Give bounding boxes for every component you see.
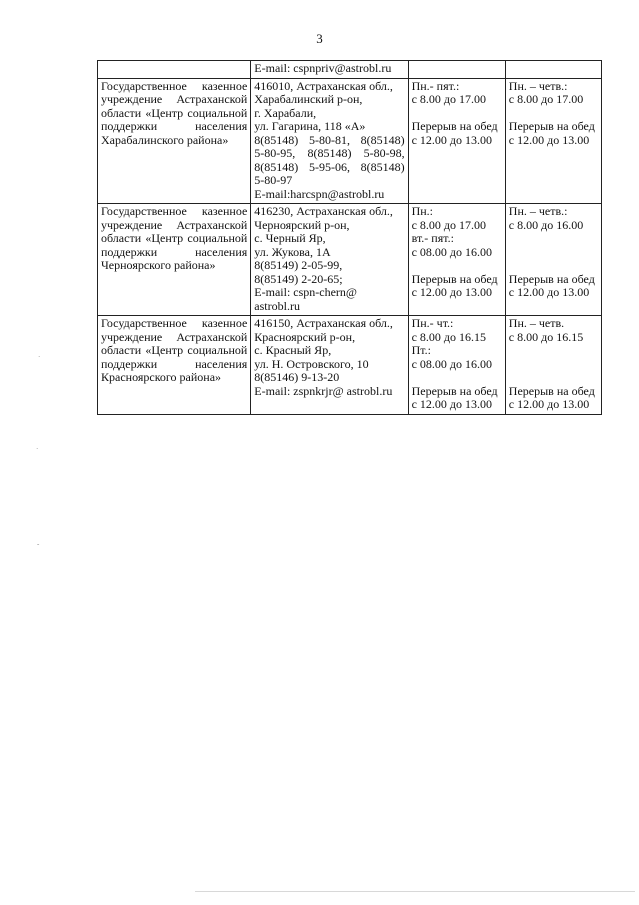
address-line: с. Черный Яр, [254,231,326,245]
pre-holiday-hours-line: с 12.00 до 13.00 [508,132,590,147]
institution-name-cell [98,78,251,204]
address-line: с. Красный Яр, [254,343,332,357]
pre-holiday-hours-cell [505,78,601,204]
address-line: 5-80-97 [254,173,293,187]
weekday-hours-line: с 12.00 до 13.00 [411,285,493,299]
table-cell [251,61,408,79]
weekday-hours-cell [408,204,505,316]
address-line: E-mail: cspn-chern@ [254,285,357,299]
table-row [98,204,602,316]
weekday-hours-line: Пн.: [411,204,434,218]
weekday-hours-line: с 12.00 до 13.00 [411,397,493,411]
address-cell [251,204,408,316]
weekday-hours-line: Пт.: [411,343,431,357]
address-line: 5-80-95, 8(85148) 5-80-98, [254,146,405,160]
blank-line [509,371,598,385]
table-row [98,61,602,79]
pre-holiday-hours-line: с 8.00 до 16.00 [508,217,584,232]
address-line: ул. Н. Островского, 10 [254,356,369,371]
address-line: 8(85149) 2-05-99, [254,258,343,272]
institution-name-cell [98,204,251,316]
blank-line [509,358,598,372]
weekday-hours-line: Пн.- чт.: [411,316,454,330]
address-line: E-mail: zspnkrjr@ astrobl.ru [254,383,393,398]
weekday-hours-line: Перерыв на обед [411,119,498,133]
institution-name: Государственное казенное учреждение Астраханской области «Центр социальной поддержки населения Красноярского района» [101,316,248,384]
page-edge-line [195,891,635,892]
blank-line [412,371,502,385]
weekday-hours-line: с 08.00 до 16.00 [411,244,493,259]
email-text: E-mail: cspnpriv@astrobl.ru [254,61,392,75]
blank-line [509,344,598,358]
institution-name: Государственное казенное учреждение Астраханской области «Центр социальной поддержки населения Харабалинского района» [101,78,248,147]
table-row [98,78,602,204]
pre-holiday-hours-line: Пн. – четв.: [508,78,568,93]
address-line: astrobl.ru [254,298,300,313]
scan-speck: · [36,445,39,453]
address-cell [251,78,408,204]
pre-holiday-hours-line: Пн. – четв. [508,316,565,330]
weekday-hours-line: вт.- пят.: [411,231,454,245]
address-line: E-mail:harcspn@astrobl.ru [254,186,385,201]
address-line: Красноярский р-он, [254,329,356,344]
blank-line [412,259,502,273]
institution-name-cell [98,316,251,415]
weekday-hours-line: с 8.00 до 17.00 [411,92,487,106]
address-line: Черноярский р-он, [254,217,350,232]
weekday-hours-line: с 8.00 до 16.15 [411,329,487,344]
pre-holiday-hours-cell [505,204,601,316]
page-number: 3 [316,31,323,46]
address-line: 416010, Астраханская обл., [254,78,393,93]
pre-holiday-hours-line: с 8.00 до 17.00 [508,92,584,106]
weekday-hours-line: Перерыв на обед [411,383,498,398]
address-line: г. Харабали, [254,105,317,120]
weekday-hours-line: Пн.- пят.: [411,78,460,93]
scan-speck: - [37,540,40,548]
address-line: 416150, Астраханская обл., [254,316,393,330]
pre-holiday-hours-cell [505,316,601,415]
blank-line [509,107,598,121]
weekday-hours-line: Перерыв на обед [411,271,498,286]
address-line: ул. Жукова, 1А [254,244,331,259]
address-line: Харабалинский р-он, [254,92,363,106]
weekday-hours-line: с 12.00 до 13.00 [411,132,493,147]
weekday-hours-line: с 08.00 до 16.00 [411,356,493,371]
address-line: 8(85146) 9-13-20 [254,370,340,384]
pre-holiday-hours-line: Перерыв на обед [508,271,595,286]
pre-holiday-hours-line: Пн. – четв.: [508,204,568,218]
address-cell [251,316,408,415]
pre-holiday-hours-line: Перерыв на обед [508,383,595,398]
blank-line [509,232,598,246]
weekday-hours-cell [408,316,505,415]
blank-line [412,107,502,121]
scan-speck: · [38,353,41,361]
pre-holiday-hours-line: с 12.00 до 13.00 [508,397,590,411]
weekday-hours-line: с 8.00 до 17.00 [411,217,487,232]
contacts-table [97,60,602,415]
address-line: 416230, Астраханская обл., [254,204,393,218]
table-cell [505,61,601,79]
weekday-hours-cell [408,78,505,204]
address-line: 8(85149) 2-20-65; [254,271,343,286]
institution-name: Государственное казенное учреждение Астраханской области «Центр социальной поддержки населения Черноярского района» [101,204,248,272]
table-cell [408,61,505,79]
pre-holiday-hours-line: Перерыв на обед [508,119,595,133]
blank-line [509,259,598,273]
table-cell [98,61,251,79]
address-line: ул. Гагарина, 118 «А» [254,119,366,133]
pre-holiday-hours-line: с 12.00 до 13.00 [508,285,590,299]
blank-line [509,246,598,260]
address-line: 8(85148) 5-80-81, 8(85148) [254,132,405,147]
pre-holiday-hours-line: с 8.00 до 16.15 [508,329,584,344]
address-line: 8(85148) 5-95-06, 8(85148) [254,159,405,174]
table-row [98,316,602,415]
